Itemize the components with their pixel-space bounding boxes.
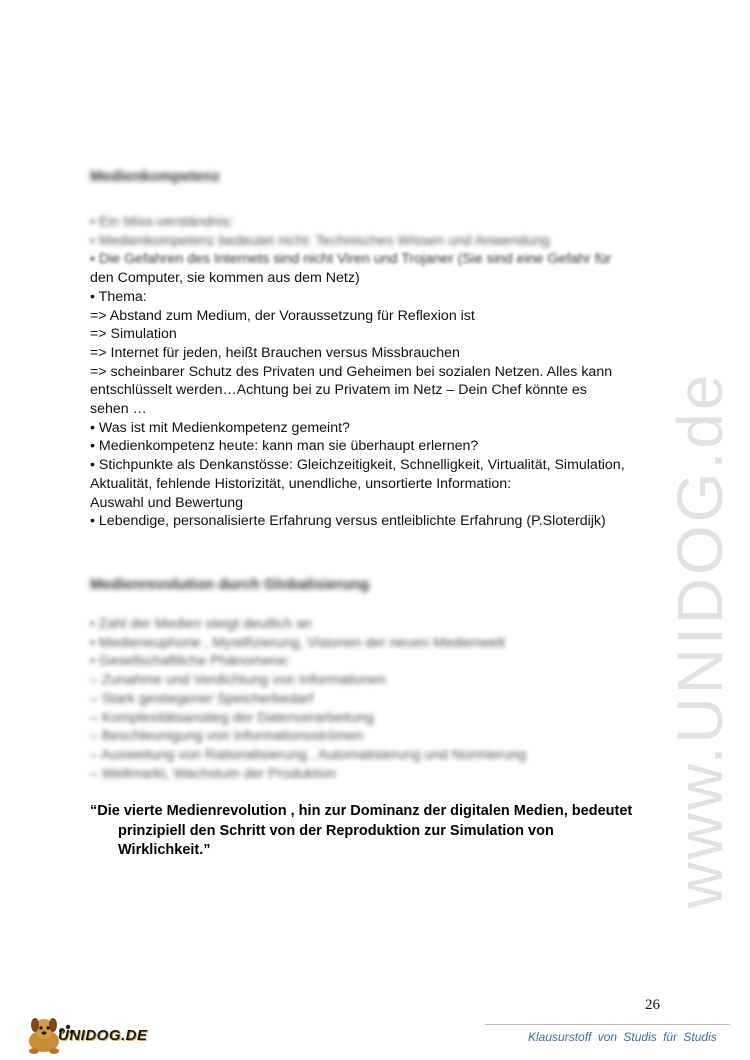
list-line: – Ausweitung von Rationalisierung , Automatisierung und Normierung: [90, 746, 527, 763]
footer-divider: [485, 1024, 730, 1025]
list-line: • Medieneuphorie , Mystifizierung, Visionen der neuen Medienwelt: [90, 634, 505, 651]
list-line: entschlüsselt werden…Achtung bei zu Privatem im Netz – Dein Chef könnte es: [90, 382, 587, 399]
section1-list: [90, 213, 670, 531]
list-line: • Ein Miss-verständnis:: [90, 214, 234, 230]
list-line: • Thema:: [90, 288, 147, 305]
footer-claim: Klausurstoff von Studis für Studis: [528, 1030, 717, 1044]
list-line: • Lebendige, personalisierte Erfahrung versus entleiblichte Erfahrung (P.Sloterdijk): [90, 513, 606, 530]
page-number: 26: [645, 997, 660, 1013]
list-line: Auswahl und Bewertung: [90, 494, 244, 511]
list-line: • Stichpunkte als Denkanstösse: Gleichzeitigkeit, Schnelligkeit, Virtualität, Simulation,: [90, 457, 625, 474]
list-line: den Computer, sie kommen aus dem Netz): [90, 270, 360, 287]
quote-line: prinzipiell den Schritt von der Reproduktion zur Simulation von: [118, 822, 554, 839]
section2-list: [90, 615, 670, 783]
list-line: => Simulation: [90, 326, 177, 343]
list-line: • Die Gefahren des Internets sind nicht Viren und Trojaner (Sie sind eine Gefahr für: [90, 251, 612, 268]
list-line: – Zunahme und Verdichtung von Informationen: [90, 672, 386, 689]
list-line: => Abstand zum Medium, der Voraussetzung für Reflexion ist: [90, 307, 475, 324]
quote-line: Wirklichkeit.”: [118, 842, 211, 858]
list-line: sehen …: [90, 401, 147, 418]
unidog-logo-text: UNIDOG.DE: [58, 1027, 148, 1044]
list-line: Aktualität, fehlende Historizität, unendliche, unsortierte Information:: [90, 475, 512, 492]
section-heading-medienkompetenz: Medienkompetenz: [90, 168, 221, 185]
list-line: => scheinbarer Schutz des Privaten und Geheimen bei sozialen Netzen. Alles kann: [90, 363, 613, 380]
list-line: – Stark gestiegener Speicherbedarf: [90, 690, 314, 707]
list-line: – Weltmarkt, Wachstum der Produktion: [90, 765, 337, 782]
list-line: • Medienkompetenz bedeutet nicht: Technisches Wissen und Anwendung: [90, 232, 550, 249]
list-line: • Gesellschaftliche Phänomene:: [90, 653, 291, 670]
list-line: – Komplexitätsanstieg der Datenverarbeitung: [90, 709, 374, 726]
list-line: • Medienkompetenz heute: kann man sie überhaupt erlernen?: [90, 438, 479, 455]
list-line: => Internet für jeden, heißt Brauchen versus Missbrauchen: [90, 344, 460, 361]
quote-line: “Die vierte Medienrevolution , hin zur Dominanz der digitalen Medien, bedeutet: [90, 803, 633, 819]
watermark-text: www.UNIDOG.de: [664, 371, 736, 909]
list-line: • Was ist mit Medienkompetenz gemeint?: [90, 419, 350, 436]
section-heading-medienrevolution: Medienrevolution durch Globalisierung: [90, 576, 370, 593]
quote-block: [90, 802, 690, 861]
list-line: – Beschleunigung von Informationsströmen: [90, 728, 363, 745]
list-line: • Zahl der Medien steigt deutlich an: [90, 616, 312, 632]
